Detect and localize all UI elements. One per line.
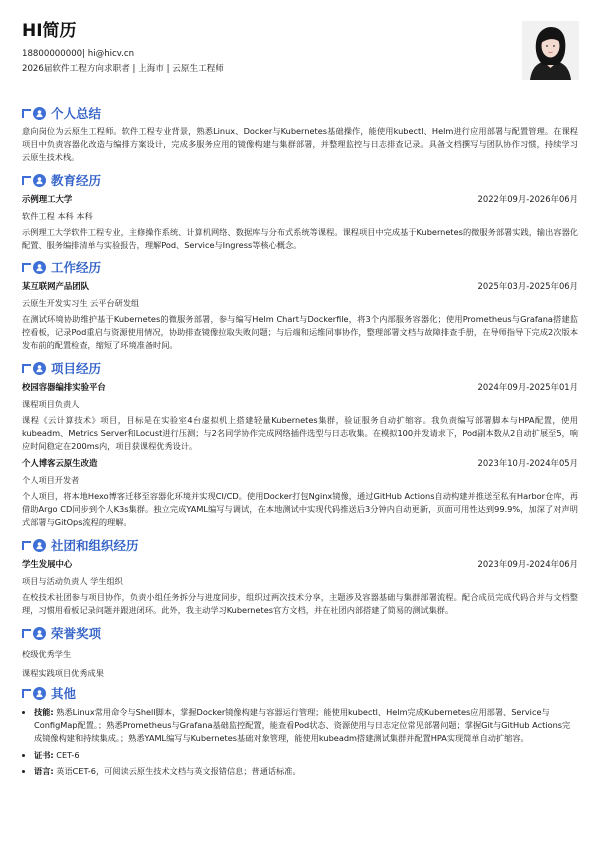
project-name: 校园容器编排实验平台 bbox=[22, 382, 106, 392]
work-text: 在测试环境协助维护基于Kubernetes的微服务部署，参与编写Helm Chart与Dockerfile，将3个内部服务容器化；使用Prometheus与Grafana搭建监控看板，记录Pod重启与资源使用情况，协助排查镜像拉取失败问题；与后端和运维同事协作，整理部署文档与故障排查手册，在导师指导下完成2次版本发布前的配置检查，缩短了环境准备时间。 bbox=[22, 314, 578, 351]
clubs-body bbox=[22, 557, 578, 617]
person-circle-icon bbox=[33, 362, 46, 375]
section-title: 教育经历 bbox=[51, 173, 102, 188]
summary-text: 意向岗位为云原生工程师。软件工程专业背景，熟悉Linux、Docker与Kubernetes基础操作，能使用kubectl、Helm进行应用部署与配置管理。在课程项目中负责容器化改造与编排方案设计，完成多服务应用的镜像构建与集群部署，并整理监控与日志排查记录。具备文档撰写与团队协作习惯，持续学习云原生技术栈。 bbox=[22, 126, 578, 163]
list-item bbox=[34, 765, 578, 778]
person-circle-icon bbox=[33, 174, 46, 187]
school-name: 示例理工大学 bbox=[22, 194, 73, 204]
club-row bbox=[22, 557, 578, 571]
project-role: 个人项目开发者 bbox=[22, 475, 80, 485]
list-item bbox=[34, 706, 578, 746]
education-row bbox=[22, 192, 578, 206]
item-text: 熟悉Linux常用命令与Shell脚本，掌握Docker镜像构建与容器运行管理；能使用kubectl、Helm完成Kubernetes应用部署、Service与ConfigMap配置。；熟悉Prometheus与Grafana基础监控配置，能查看Pod状态、资源使用与日志定位常见部署问题；掌握Git与GitHub Actions完成镜像构建和持续集成。；熟悉YAML编写与Kubernetes基础对象管理，能使用kubeadm搭建测试集群并配置HPA实现简单自动扩缩容。 bbox=[34, 707, 571, 744]
corner-mark-icon bbox=[22, 109, 31, 118]
section-education-header bbox=[22, 171, 578, 189]
person-circle-icon bbox=[33, 687, 46, 700]
section-title: 荣誉奖项 bbox=[51, 626, 102, 641]
club-role: 项目与活动负责人 学生组织 bbox=[22, 576, 123, 586]
corner-mark-icon bbox=[22, 629, 31, 638]
contact-line: 18800000000| hi@hicv.cn bbox=[22, 49, 135, 59]
section-title: 其他 bbox=[51, 686, 77, 701]
section-title: 项目经历 bbox=[51, 361, 102, 376]
corner-mark-icon bbox=[22, 541, 31, 550]
corner-mark-icon bbox=[22, 689, 31, 698]
item-label: 证书: bbox=[34, 749, 54, 760]
project-date: 2024年09月-2025年01月 bbox=[477, 382, 578, 392]
section-projects-header bbox=[22, 359, 578, 377]
project-name: 个人博客云原生改造 bbox=[22, 458, 98, 468]
project-date: 2023年10月-2024年05月 bbox=[477, 458, 578, 468]
education-major: 软件工程 本科 本科 bbox=[22, 211, 93, 221]
section-work-header bbox=[22, 258, 578, 276]
work-row bbox=[22, 279, 578, 293]
person-circle-icon bbox=[33, 627, 46, 640]
profile-photo bbox=[522, 21, 579, 80]
work-role: 云原生开发实习生 云平台研发组 bbox=[22, 298, 140, 308]
intent-line: 2026届软件工程方向求职者 | 上海市 | 云原生工程师 bbox=[22, 64, 224, 74]
project-role: 课程项目负责人 bbox=[22, 399, 80, 409]
work-body bbox=[22, 279, 578, 353]
list-item bbox=[34, 749, 578, 762]
project-text: 个人项目，将本地Hexo博客迁移至容器化环境并实现CI/CD。使用Docker打包Nginx镜像，通过GitHub Actions自动构建并推送至私有Harbor仓库，再借助Argo CD同步到个人K3s集群。独立完成YAML编写与调试，在本地测试中实现代码推送后3分钟内自动更新，页面可用性达到99.9%，加深了对声明式部署与GitOps流程的理解。 bbox=[22, 491, 578, 528]
company-name: 某互联网产品团队 bbox=[22, 281, 89, 291]
summary-body bbox=[22, 125, 578, 165]
section-clubs-header bbox=[22, 536, 578, 554]
section-title: 工作经历 bbox=[51, 260, 102, 275]
project-row bbox=[22, 380, 578, 394]
project-row bbox=[22, 456, 578, 470]
club-date: 2023年09月-2024年06月 bbox=[477, 559, 578, 569]
work-date: 2025年03月-2025年06月 bbox=[477, 281, 578, 291]
honor-item: 校级优秀学生 bbox=[22, 649, 72, 659]
education-date: 2022年09月-2026年06月 bbox=[477, 194, 578, 204]
resume-name: HI简历 bbox=[22, 21, 77, 41]
person-circle-icon bbox=[33, 261, 46, 274]
honors-body bbox=[22, 645, 578, 683]
item-text: 英语CET-6，可阅读云原生技术文档与英文报错信息；普通话标准。 bbox=[56, 765, 301, 776]
other-list bbox=[22, 706, 578, 778]
section-summary-header bbox=[22, 104, 578, 122]
section-title: 个人总结 bbox=[51, 106, 102, 121]
corner-mark-icon bbox=[22, 176, 31, 185]
section-other-header bbox=[22, 684, 578, 702]
item-label: 技能: bbox=[34, 707, 54, 717]
org-name: 学生发展中心 bbox=[22, 559, 73, 569]
person-circle-icon bbox=[33, 107, 46, 120]
section-title: 社团和组织经历 bbox=[51, 538, 139, 553]
project-item bbox=[22, 380, 578, 454]
section-honors-header bbox=[22, 624, 578, 642]
honor-item: 课程实践项目优秀成果 bbox=[22, 668, 104, 678]
item-text: CET-6 bbox=[56, 749, 80, 760]
item-label: 语言: bbox=[34, 765, 54, 776]
club-text: 在校技术社团参与项目协作，负责小组任务拆分与进度同步，组织过两次技术分享，主题涉及容器基础与集群部署流程。配合成员完成代码合并与文档整理，习惯用看板记录问题并跟进闭环。此外，我主动学习Kubernetes官方文档，并在社团内部搭建了简易的测试集群。 bbox=[22, 592, 578, 616]
other-body bbox=[22, 706, 578, 781]
resume-header bbox=[22, 16, 442, 77]
project-text: 课程《云计算技术》项目，目标是在实验室4台虚拟机上搭建轻量Kubernetes集群，验证服务自动扩缩容。我负责编写部署脚本与HPA配置，使用kubeadm、Metrics Server和Locust进行压测；与2名同学协作完成网络插件选型与日志收集。在模拟100并发请求下，Pod副本数从2自动扩展至5，响应时间稳定在200ms内，项目获课程优秀设计。 bbox=[22, 415, 578, 452]
education-text: 示例理工大学软件工程专业，主修操作系统、计算机网络、数据库与分布式系统等课程。课程项目中完成基于Kubernetes的微服务部署实践，输出容器化配置、服务编排清单与实验报告，理解Pod、Service与Ingress等核心概念。 bbox=[22, 227, 578, 251]
portrait-image bbox=[522, 21, 579, 80]
corner-mark-icon bbox=[22, 263, 31, 272]
education-body bbox=[22, 192, 578, 252]
project-item bbox=[22, 456, 578, 530]
person-circle-icon bbox=[33, 539, 46, 552]
corner-mark-icon bbox=[22, 364, 31, 373]
